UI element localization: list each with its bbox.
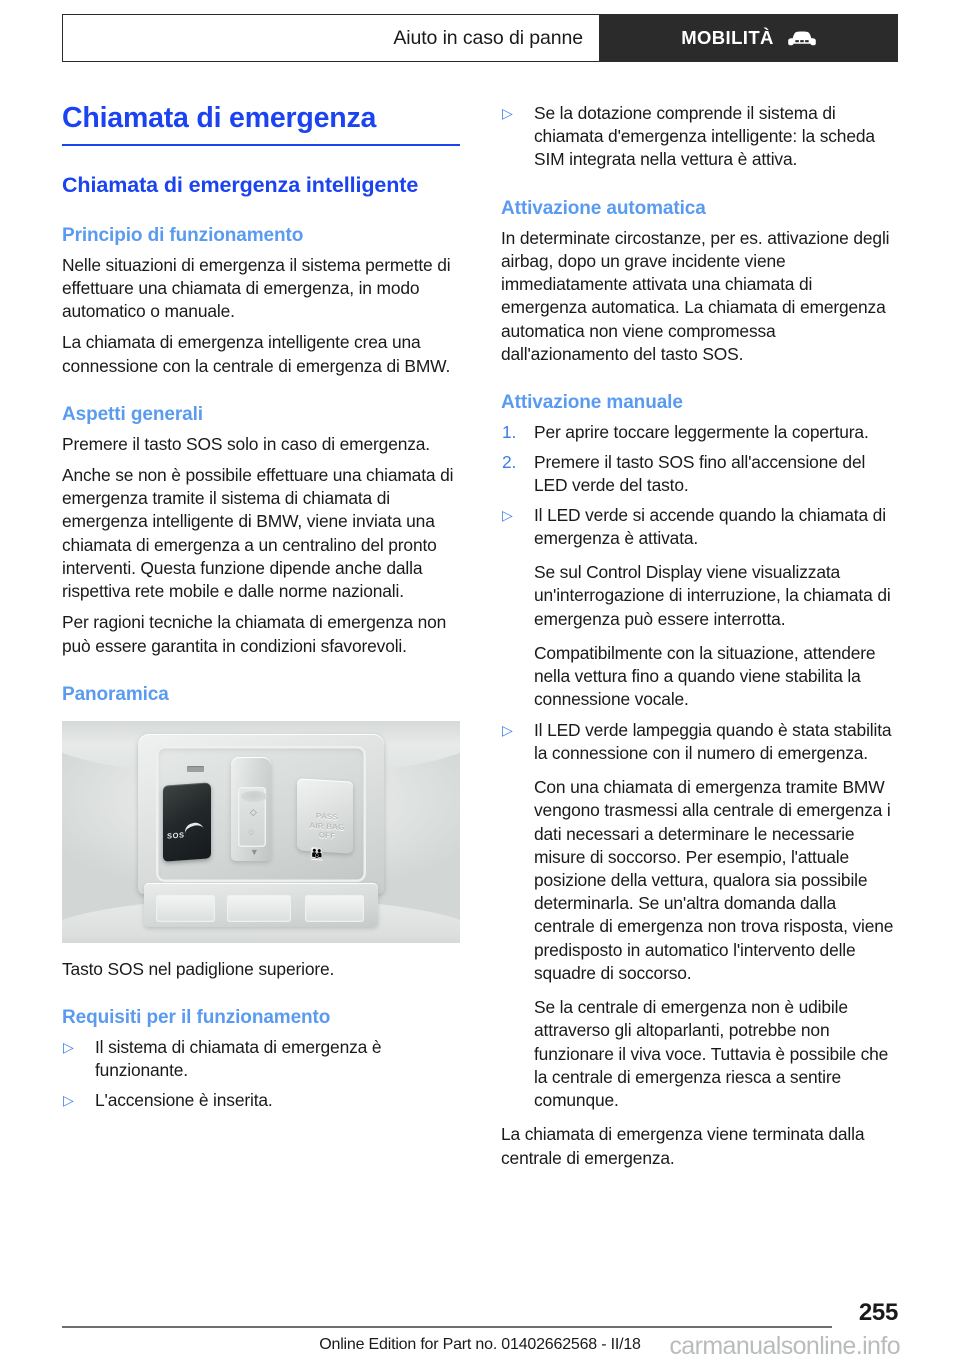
triangle-bullet-icon: ▷	[502, 721, 513, 738]
paragraph: Anche se non è possibile effettuare una chiamata di emergenza tramite il sistema di chiamata di emergenza intelligente di BMW, viene inviata una chiamata di emergenza a un centralino del pronto interventi. Questa funzione dipende anche dalla rispettiva rete mobile e dalle norme nazionali.	[62, 464, 454, 602]
page-content	[62, 88, 898, 1263]
attivazione-manuale-steps	[501, 421, 898, 498]
page-title: Chiamata di emergenza	[62, 102, 460, 146]
list-item	[62, 1036, 460, 1082]
subheading-panoramica: Panoramica	[62, 683, 169, 705]
list-item	[501, 504, 898, 550]
paragraph: Per ragioni tecniche la chiamata di emergenza non può essere garantita in condizioni sfavorevoli.	[62, 612, 447, 656]
figure-reading-light-right	[305, 895, 365, 922]
step-number: 2.	[502, 452, 517, 473]
list-item-text: Il sistema di chiamata di emergenza è funzionante.	[95, 1036, 382, 1081]
figure-reading-light-left	[156, 895, 216, 922]
paragraph: Compatibilmente con la situazione, attendere nella vettura fino a quando viene stabilita la connessione vocale.	[534, 642, 876, 710]
list-item-text: Per aprire toccare leggermente la copertura.	[534, 421, 869, 442]
roof-console-sos-photo	[62, 721, 460, 943]
header-section-box	[600, 14, 898, 62]
requisiti-list-continued	[501, 102, 898, 172]
triangle-bullet-icon: ▷	[63, 1092, 74, 1109]
figure-interior-light-center	[227, 895, 291, 922]
figure-sunroof-down-icon: ▼	[249, 847, 259, 858]
triangle-bullet-icon: ▷	[502, 105, 513, 121]
figure-caption: Tasto SOS nel padiglione superiore.	[62, 958, 335, 979]
footer-edition-note: Online Edition for Part no. 01402662568 - II/18	[319, 1336, 641, 1353]
step-number: 1.	[502, 421, 517, 442]
figure-sunroof-up-icon: ◇	[249, 807, 257, 818]
subheading-attivazione-manuale: Attivazione manuale	[501, 392, 683, 414]
list-item	[501, 102, 898, 172]
paragraph: Nelle situazioni di emergenza il sistema permette di effettuare una chiamata di emergenza, in modo automatico o manuale.	[62, 254, 451, 322]
page-number: 255	[858, 1299, 898, 1326]
figure-green-led	[187, 766, 204, 772]
figure-sos-button-label: SOS	[167, 830, 185, 841]
page-header	[62, 14, 898, 62]
paragraph: La chiamata di emergenza intelligente crea una connessione con la centrale di emergenza di BMW.	[62, 332, 451, 376]
watermark-text: carmanualsonline.info	[669, 1332, 900, 1360]
figure-sunroof-tilt-icon: ◌	[248, 827, 255, 839]
list-item	[62, 1089, 460, 1112]
paragraph: In determinate circostanze, per es. attivazione degli airbag, dopo un grave incidente viene immediatamente attivata una chiamata di emergenza automatica. La chiamata di emergenza automatica non viene compromessa dall'azionamento del tasto SOS.	[501, 227, 890, 364]
list-item	[501, 451, 898, 497]
list-item	[501, 719, 898, 765]
list-item-text: Il LED verde si accende quando la chiamata di emergenza è attivata.	[534, 504, 886, 548]
list-item-text: Il LED verde lampeggia quando è stata stabilita la connessione con il numero di emergenza.	[534, 719, 892, 763]
paragraph: La chiamata di emergenza viene terminata dalla centrale di emergenza.	[501, 1124, 865, 1168]
subheading-aspetti-generali: Aspetti generali	[62, 403, 203, 425]
subheading-attivazione-automatica: Attivazione automatica	[501, 197, 706, 219]
subheading-requisiti: Requisiti per il funzionamento	[62, 1007, 331, 1029]
paragraph: Premere il tasto SOS solo in caso di emergenza.	[62, 433, 430, 454]
figure-sunroof-pad	[241, 791, 267, 802]
list-item-text: Se la dotazione comprende il sistema di chiamata d'emergenza intelligente: la scheda SIM integrata nella vettura è attiva.	[534, 103, 875, 170]
requisiti-list	[62, 1036, 460, 1113]
list-item-text: Premere il tasto SOS fino all'accensione del LED verde del tasto.	[534, 452, 866, 496]
paragraph: Se la centrale di emergenza non è udibile attraverso gli altoparlanti, potrebbe non funzionare il viva voce. Tuttavia è possibile che la centrale di emergenza riesca a sentire comunque.	[534, 997, 889, 1111]
figure-airbag-seat-icon: 👪	[309, 847, 324, 861]
attivazione-manuale-notes	[501, 504, 898, 550]
airbag-label-line2: AIR BAG	[309, 820, 345, 832]
paragraph: Se sul Control Display viene visualizzata un'interrogazione di interruzione, la chiamata di emergenza può essere interrotta.	[534, 562, 891, 629]
right-column	[501, 88, 898, 1263]
subheading-principio: Principio di funzionamento	[62, 224, 304, 246]
figure-pass-airbag-off-label	[302, 810, 352, 842]
left-column	[62, 88, 460, 1263]
triangle-bullet-icon: ▷	[502, 506, 513, 523]
figure-sos-button	[163, 782, 211, 861]
header-section-label: MOBILITÀ	[681, 27, 774, 48]
attivazione-manuale-notes-2	[501, 719, 898, 765]
footer-divider	[62, 1326, 832, 1328]
header-chapter-label: Aiuto in caso di panne	[393, 26, 583, 49]
airbag-label-line1: PASS	[316, 811, 339, 822]
airbag-label-line3: OFF	[319, 830, 336, 841]
triangle-bullet-icon: ▷	[63, 1038, 74, 1055]
paragraph: Con una chiamata di emergenza tramite BMW vengono trasmessi alla centrale di emergenza i dati necessari a determinare le necessarie misure di soccorso. Per esempio, l'attuale posizione della vettura, qualora sia possibile determinarla. Se un'altra domanda dalla centrale di emergenza non trova risposta, viene predisposto in automatico l'intervento delle squadre di soccorso.	[534, 777, 894, 983]
header-chapter-box	[62, 14, 600, 62]
section-heading-chiamata-intelligente: Chiamata di emergenza intelligente	[62, 172, 419, 197]
car-front-icon	[787, 29, 817, 48]
list-item	[501, 421, 898, 444]
list-item-text: L'accensione è inserita.	[95, 1090, 273, 1111]
